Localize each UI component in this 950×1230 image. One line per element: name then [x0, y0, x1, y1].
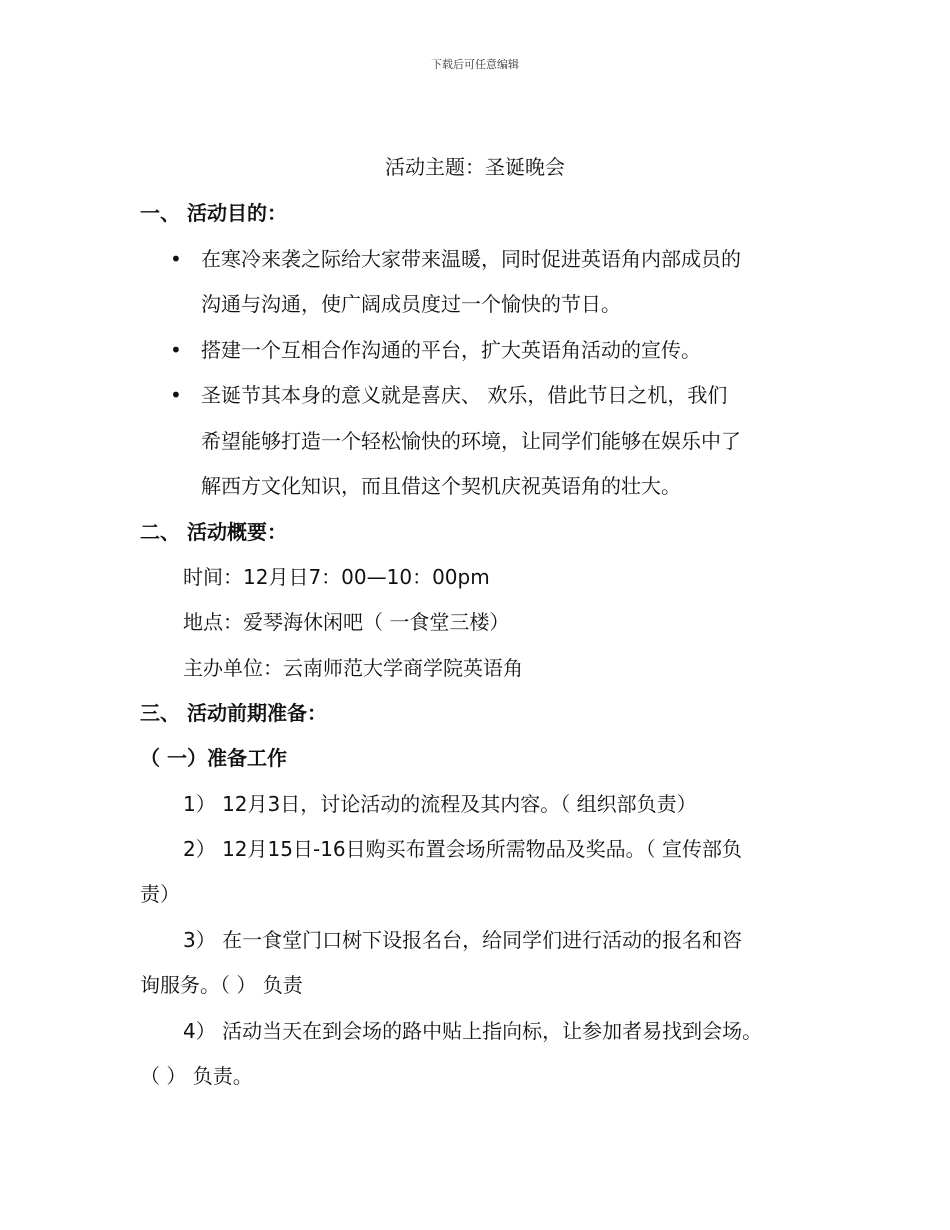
section-3-heading: 三、 活动前期准备： [140, 701, 327, 725]
prep-item-4-line-2: （ ） 负责。 [140, 1064, 253, 1088]
bullet-2-line-1: 搭建一个互相合作沟通的平台，扩大英语角活动的宣传。 [201, 338, 701, 362]
prep-item-4-line-1: 4） 活动当天在到会场的路中贴上指向标，让参加者易找到会场。 [183, 1019, 763, 1043]
bullet-1-line-2: 沟通与沟通，使广阔成员度过一个愉快的节日。 [201, 292, 621, 316]
bullet-2-icon: • [170, 338, 182, 362]
document-title: 活动主题：圣诞晚会 [385, 155, 565, 179]
bullet-3-line-2: 希望能够打造一个轻松愉快的环境，让同学们能够在娱乐中了 [201, 429, 741, 453]
bullet-3-line-1: 圣诞节其本身的意义就是喜庆、 欢乐，借此节日之机，我们 [201, 383, 728, 407]
section-2-heading: 二、 活动概要： [140, 520, 287, 544]
event-organizer: 主办单位：云南师范大学商学院英语角 [183, 656, 523, 680]
bullet-3-line-3: 解西方文化知识，而且借这个契机庆祝英语角的壮大。 [201, 474, 681, 498]
event-place: 地点：爱琴海休闲吧（ 一食堂三楼） [183, 610, 510, 634]
prep-item-3-line-2: 询服务。（ ） 负责 [140, 973, 303, 997]
page-header-note: 下载后可任意编辑 [431, 58, 519, 71]
section-1-heading: 一、 活动目的： [140, 201, 287, 225]
section-3-subheading: （ 一）准备工作 [140, 746, 287, 770]
prep-item-3-line-1: 3） 在一食堂门口树下设报名台，给同学们进行活动的报名和咨 [183, 928, 743, 952]
prep-item-1: 1） 12月3日，讨论活动的流程及其内容。（ 组织部负责） [183, 792, 697, 816]
prep-item-2-line-2: 责） [140, 882, 180, 906]
prep-item-2-line-1: 2） 12月15日-16日购买布置会场所需物品及奖品。（ 宣传部负 [183, 837, 743, 861]
event-time: 时间：12月日7：00—10：00pm [183, 565, 490, 589]
bullet-1-icon: • [170, 247, 182, 271]
bullet-3-icon: • [170, 383, 182, 407]
bullet-1-line-1: 在寒冷来袭之际给大家带来温暖，同时促进英语角内部成员的 [201, 247, 741, 271]
